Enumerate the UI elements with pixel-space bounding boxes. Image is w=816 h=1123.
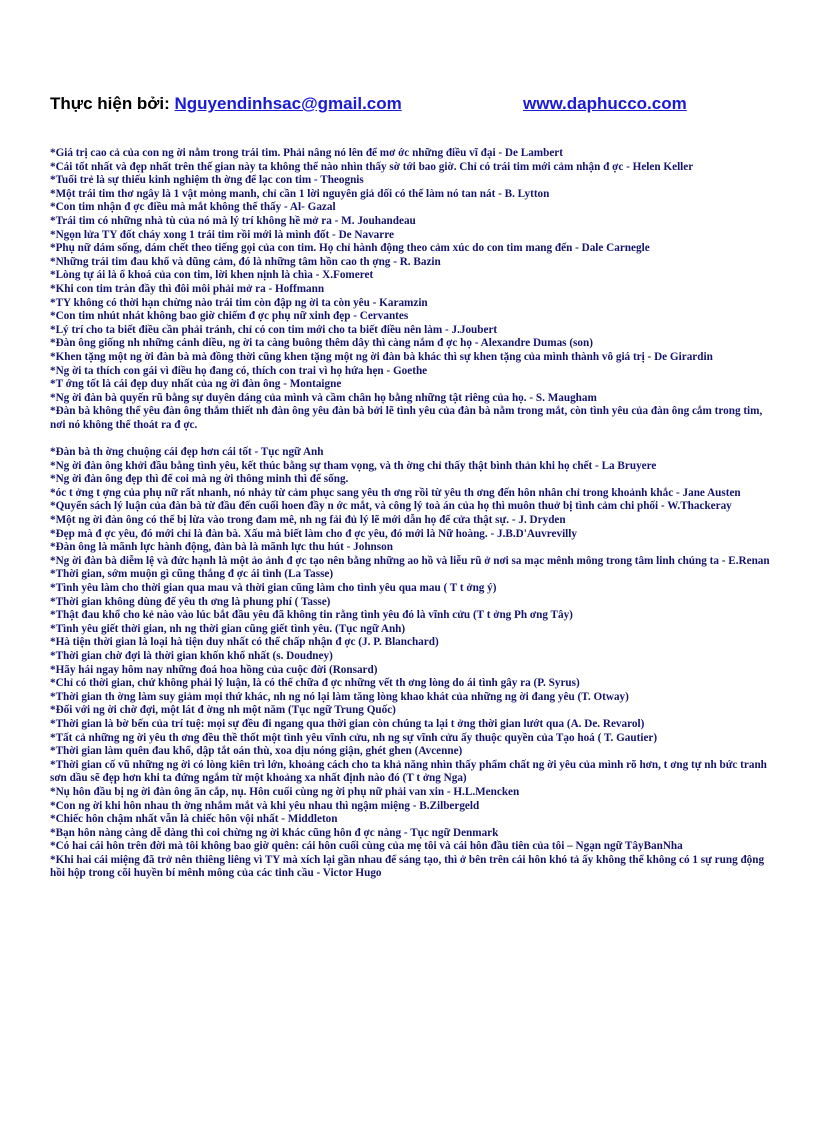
quote-line: *Đàn ông là mãnh lực hành động, đàn bà là mãnh lực thu hút - Johnson [50,541,393,554]
quote-line: *Ng ời đàn bà diễm lệ và đức hạnh là một ảo ảnh đ ợc tạo nên bằng những ao hồ và liễu rũ ở nơi sa mạc mênh mông trong tâm linh chúng ta - E.Renan [50,554,770,567]
quote-line: *Tất cả những ng ời yêu th ơng đều thề thốt một tình yêu vĩnh cửu, nh ng sự vĩnh cửu ấy thuộc quyền của Tạo hoá ( T. Gautier) [50,731,658,744]
quote-line: *Thời gian là bờ bến của trí tuệ: mọi sự đều đi ngang qua thời gian còn chúng ta lại t ởng thời gian lướt qua (A. De. Revarol) [50,717,645,730]
quote-line: *Thật đau khổ cho kẻ nào vào lúc bắt đầu yêu đã không tin rằng tình yêu đó là vĩnh cửu (T t ởng Ph ơng Tây) [50,609,573,622]
quote-line: *Phụ nữ dám sống, dám chết theo tiếng gọi của con tim. Họ chỉ hành động theo cảm xúc do con tim mang đến - Dale Carnegle [50,242,650,255]
quote-line: *Đàn bà không thể yêu đàn ông thắm thiết nh đàn ông yêu đàn bà bởi lẽ tình yêu của đàn bà nằm trong mắt, còn tình yêu của đàn ông cắm trong tim, nơi nó không thể thoát ra đ ợc. [50,405,763,431]
quote-line: *Thời gian làm quên đau khổ, dập tắt oán thù, xoa dịu nóng giận, ghét ghen (Avcenne) [50,745,463,758]
quote-line: *Đối với ng ời chờ đợi, một lát đ ờng nh một năm (Tục ngữ Trung Quốc) [50,704,396,717]
quote-line: *Ng ời đàn ông khởi đầu bằng tình yêu, kết thúc bằng sự tham vọng, và th ờng chỉ thấy thật bình thản khi họ chết - La Bruyere [50,459,657,472]
quote-line: *Con tim nhận đ ợc điều mà mắt không thể thấy - Al- Gazal [50,201,336,214]
quote-line: *Con tim nhút nhát không bao giờ chiếm đ ợc phụ nữ xinh đẹp - Cervantes [50,310,409,323]
quote-line: *Đàn ông giống nh những cánh diều, ng ời ta càng buông thêm dây thì càng nắm đ ợc họ - Alexandre Dumas (son) [50,337,593,350]
quote-line: *Con ng ời khi hôn nhau th ờng nhắm mắt và khi yêu nhau thì ngậm miệng - B.Zilbergeld [50,799,480,812]
quote-line: *Những trái tim đau khổ và dũng cảm, đó là những tâm hồn cao th ợng - R. Bazin [50,255,441,268]
quote-line: *Thời gian, sớm muộn gì cũng thắng đ ợc ái tình (La Tasse) [50,568,334,581]
quote-line: *Một trái tim thơ ngây là 1 vật mỏng manh, chỉ cần 1 lời nguyên giả dối có thể làm nó tan nát - B. Lytton [50,187,550,200]
quote-line: *Một ng ời đàn ông có thể bị lừa vào trong đam mê, nh ng fải đủ lý lẽ mới dẫn họ để cửa thật sự. - J. Dryden [50,514,566,527]
quote-line: *Chỉ có thời gian, chứ không phải lý luận, là có thể chữa đ ợc những vết th ơng lòng do ái tình gây ra (P. Syrus) [50,677,580,690]
quotes-section-1 [50,147,780,432]
section-gap [50,432,780,446]
quote-line: *Tình yêu làm cho thời gian qua mau và thời gian cũng làm cho tình yêu qua mau ( T t ởng ý) [50,582,497,594]
quote-line: *Ngọn lửa TY đốt cháy xong 1 trái tim rồi mới là mình đốt - De Navarre [50,228,394,241]
quote-line: *Hà tiện thời gian là loại hà tiện duy nhất có thể chấp nhận đ ợc (J. P. Blanchard) [50,636,439,649]
quote-line: *óc t ởng t ợng của phụ nữ rất nhanh, nó nhảy từ cảm phục sang yêu th ơng rồi từ yêu th ơng đến hôn nhân chỉ trong khoảnh khắc - Jane Austen [50,486,741,499]
quote-line: *Ng ời đàn ông đẹp thì để coi mà ng ời thông minh thì để sống. [50,473,349,486]
quote-line: *Bạn hôn nàng càng dễ dàng thì coi chừng ng ời khác cũng hôn đ ợc nàng - Tục ngữ Denmark [50,826,499,839]
quote-line: *Ng ời ta thích con gái vì điều họ đang có, thích con trai vì họ hứa hẹn - Goethe [50,364,428,377]
author-email-link[interactable]: Nguyendinhsac@gmail.com [174,94,402,113]
quote-line: *Nụ hôn đầu bị ng ời đàn ông ăn cắp, nụ. Hôn cuối cùng ng ời phụ nữ phải van xin - H.L.Mencken [50,785,520,798]
quote-line: *Ng ời đàn bà quyến rũ bằng sự duyên dáng của mình và cầm chân họ bằng những tật riêng của họ. - S. Maugham [50,391,597,404]
quote-line: *Trái tim có những nhà tù của nó mà lý trí không hề mở ra - M. Jouhandeau [50,214,416,227]
quote-line: *Giá trị cao cả của con ng ời nằm trong trái tim. Phải nâng nó lên để mơ ớc những điều vĩ đại - De Lambert [50,147,563,159]
document-header [50,94,790,114]
quote-line: *Tình yêu giết thời gian, nh ng thời gian cũng giết tình yêu. (Tục ngữ Anh) [50,622,406,635]
quote-line: *T ớng tốt là cái đẹp duy nhất của ng ời đàn ông - Montaigne [50,378,342,391]
quotes-section-2 [50,446,780,881]
quote-line: *Tuổi trẻ là sự thiếu kinh nghiệm th ờng để lạc con tim - Theognis [50,174,364,187]
quote-line: *Có hai cái hôn trên đời mà tôi không bao giờ quên: cái hôn cuối cùng của mẹ tôi và cái hôn đầu tiên của tôi – Ngạn ngữ TâyBanNha [50,840,683,853]
quote-line: *Đẹp mà đ ợc yêu, đó mới chỉ là đàn bà. Xấu mà biết làm cho đ ợc yêu, đó mới là Nữ hoàng. - J.B.D'Auvrevilly [50,527,577,540]
quote-line: *Thời gian chờ đợi là thời gian khốn khổ nhất (s. Doudney) [50,649,333,662]
quote-line: *Lòng tự ái là ổ khoá của con tim, lời khen nịnh là chìa - X.Fomeret [50,269,374,282]
author-label: Thực hiện bởi: [50,94,170,113]
quote-line: *Đàn bà th ờng chuộng cái đẹp hơn cái tốt - Tục ngữ Anh [50,446,324,459]
quote-line: *Quyển sách lý luận của đàn bà từ đầu đến cuối hoen đầy n ớc mắt, và công lý toà án của họ thì muôn thuở bị tình cảm chi phối - W.Thackeray [50,500,732,513]
quote-line: *Hãy hái ngay hôm nay những đoá hoa hồng của cuộc đời (Ronsard) [50,663,378,676]
quote-line: *Lý trí cho ta biết điều cần phải tránh, chỉ có con tim mới cho ta biết điều nên làm - J.Joubert [50,323,498,336]
quote-line: *Khi con tim tràn đầy thì đôi môi phải mở ra - Hoffmann [50,282,325,295]
quote-line: *Thời gian th ờng làm suy giảm mọi thứ khác, nh ng nó lại làm tăng lòng khao khát của những ng ời đang yêu (T. Otway) [50,690,629,703]
quotes-body [50,147,780,881]
quote-line: *Thời gian không dùng để yêu th ơng là phung phí ( Tasse) [50,595,331,608]
quote-line: *TY không có thời hạn chừng nào trái tim còn đập ng ời ta còn yêu - Karamzin [50,296,428,309]
quote-line: *Khen tặng một ng ời đàn bà mà đồng thời cũng khen tặng một ng ời đàn bà khác thì sự khen tặng của mình thành vô giá trị - De Girardin [50,350,713,363]
website-link[interactable]: www.daphucco.com [523,94,687,113]
quote-line: *Khi hai cái miệng đã trở nên thiêng liêng vì TY mà xích lại gần nhau để sáng tạo, thì ở bên trên cái hôn khó tả ấy không thể không có 1 sự rung động hồi hộp trong cõi huyền bí mênh mông của các tinh cầu - Victor Hugo [50,853,765,880]
quote-line: *Cái tốt nhất và đẹp nhất trên thế gian này ta không thể nào nhìn thấy sờ tới bao giờ. Chỉ có trái tim mới cảm nhận đ ợc - Helen Keller [50,160,694,173]
quote-line: *Chiếc hôn chậm nhất vẫn là chiếc hôn vội nhất - Middleton [50,813,338,826]
quote-line: *Thời gian cố vũ những ng ời có lòng kiên trì lớn, khoảng cách cho ta khả năng nhìn thấy phẩm chất ng ời yêu của mình rõ hơn, t ơng tự nh bức tranh sơn dầu sẽ đẹp hơn khi ta đứng ngắm từ một khoảng xa nhất định nào đó (T t ởng Nga) [50,758,767,785]
